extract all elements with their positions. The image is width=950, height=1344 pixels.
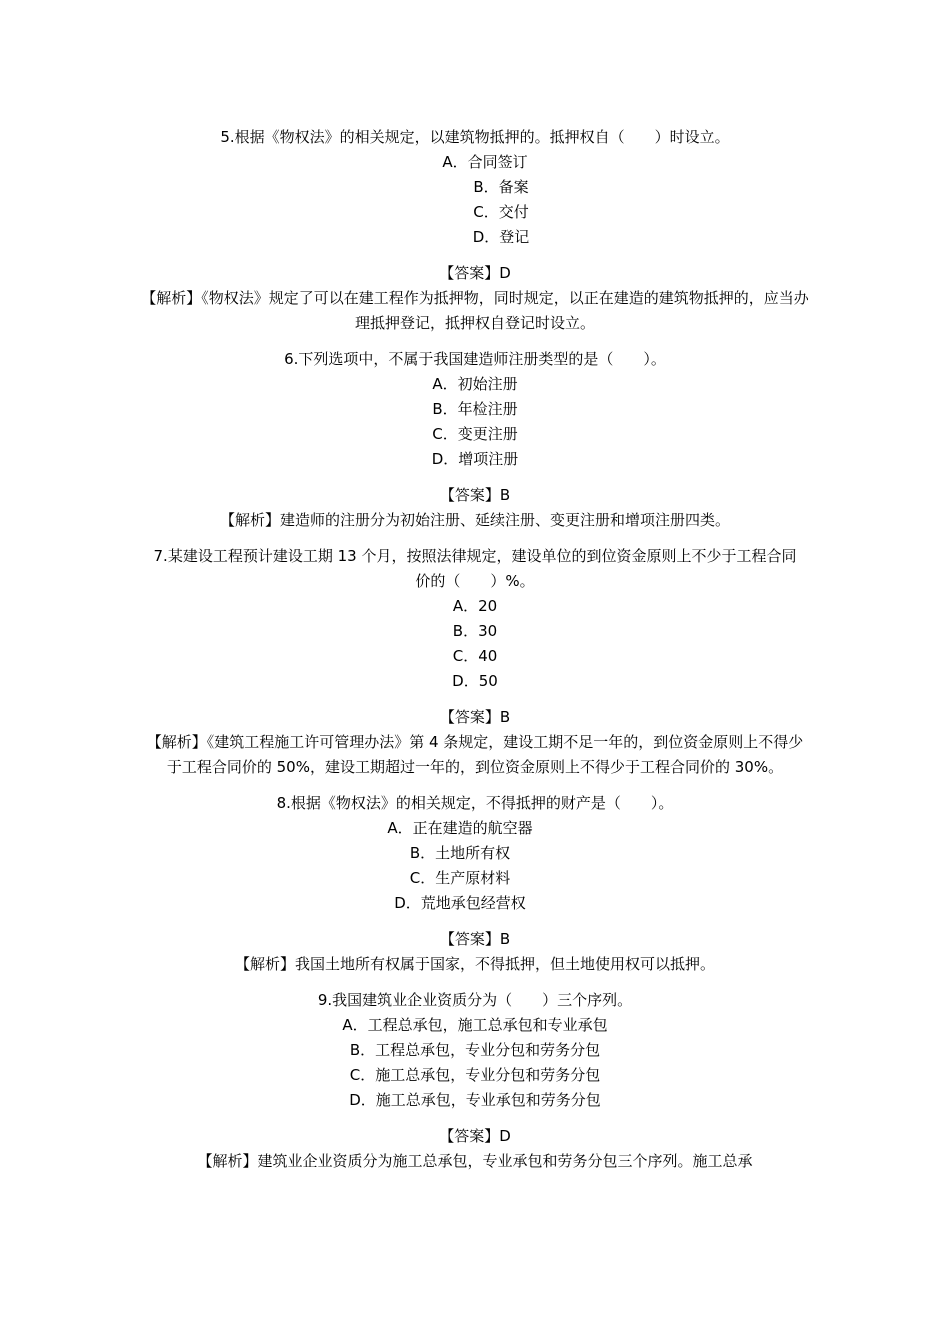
question-6-explanation: 【解析】建造师的注册分为初始注册、延续注册、变更注册和增项注册四类。 <box>219 511 730 529</box>
option-c: C．变更注册 <box>432 425 518 443</box>
question-7-answer: 【答案】B <box>439 708 511 726</box>
option-d: D．增项注册 <box>431 450 519 468</box>
option-a: A．初始注册 <box>432 375 518 393</box>
option-d: D．施工总承包，专业承包和劳务分包 <box>349 1091 601 1109</box>
question-8-options <box>140 816 810 916</box>
option-b: B．备案 <box>473 178 529 196</box>
question-5-stem: 5.根据《物权法》的相关规定，以建筑物抵押的。抵押权自（ ）时设立。 <box>220 128 730 146</box>
question-8-stem: 8.根据《物权法》的相关规定，不得抵押的财产是（ ）。 <box>276 794 674 812</box>
question-6-options <box>140 372 810 472</box>
option-b: B．年检注册 <box>432 400 518 418</box>
option-a: A．工程总承包，施工总承包和专业承包 <box>342 1016 608 1034</box>
option-c: C．40 <box>452 647 498 665</box>
question-5-answer: 【答案】D <box>439 264 511 282</box>
option-a: A．20 <box>452 597 498 615</box>
option-c: C．交付 <box>473 203 529 221</box>
question-9-stem: 9.我国建筑业企业资质分为（ ）三个序列。 <box>317 991 633 1009</box>
question-7-explanation: 【解析】《建筑工程施工许可管理办法》第 4 条规定，建设工期不足一年的，到位资金原则上不得少于工程合同价的 50%，建设工期超过一年的，到位资金原则上不得少于工程合同价的 30%。 <box>146 733 804 776</box>
option-c: C．生产原材料 <box>409 869 511 887</box>
option-d: D．登记 <box>472 228 530 246</box>
question-8-explanation: 【解析】我国土地所有权属于国家，不得抵押，但土地使用权可以抵押。 <box>234 955 715 973</box>
question-5-explanation: 【解析】《物权法》规定了可以在建工程作为抵押物，同时规定，以正在建造的建筑物抵押的，应当办理抵押登记，抵押权自登记时设立。 <box>141 289 809 332</box>
question-6-answer: 【答案】B <box>439 486 511 504</box>
option-d: D．荒地承包经营权 <box>394 894 526 912</box>
option-b: B．30 <box>452 622 498 640</box>
question-7-stem: 7.某建设工程预计建设工期 13 个月，按照法律规定，建设单位的到位资金原则上不少于工程合同价的（ ）%。 <box>153 547 797 590</box>
question-9-options <box>140 1013 810 1113</box>
option-d: D．50 <box>452 672 498 690</box>
page-content <box>140 125 810 1174</box>
question-5-options <box>140 150 810 250</box>
option-b: B．工程总承包，专业分包和劳务分包 <box>349 1041 601 1059</box>
question-9-explanation: 【解析】建筑业企业资质分为施工总承包，专业承包和劳务分包三个序列。施工总承 <box>197 1152 753 1170</box>
question-6-stem: 6.下列选项中，不属于我国建造师注册类型的是（ ）。 <box>284 350 666 368</box>
question-9-answer: 【答案】D <box>439 1127 511 1145</box>
option-a: A．正在建造的航空器 <box>387 819 533 837</box>
question-7-options <box>140 594 810 694</box>
option-c: C．施工总承包，专业分包和劳务分包 <box>349 1066 601 1084</box>
option-b: B．土地所有权 <box>409 844 511 862</box>
option-a: A．合同签订 <box>442 153 528 171</box>
question-8-answer: 【答案】B <box>439 930 511 948</box>
